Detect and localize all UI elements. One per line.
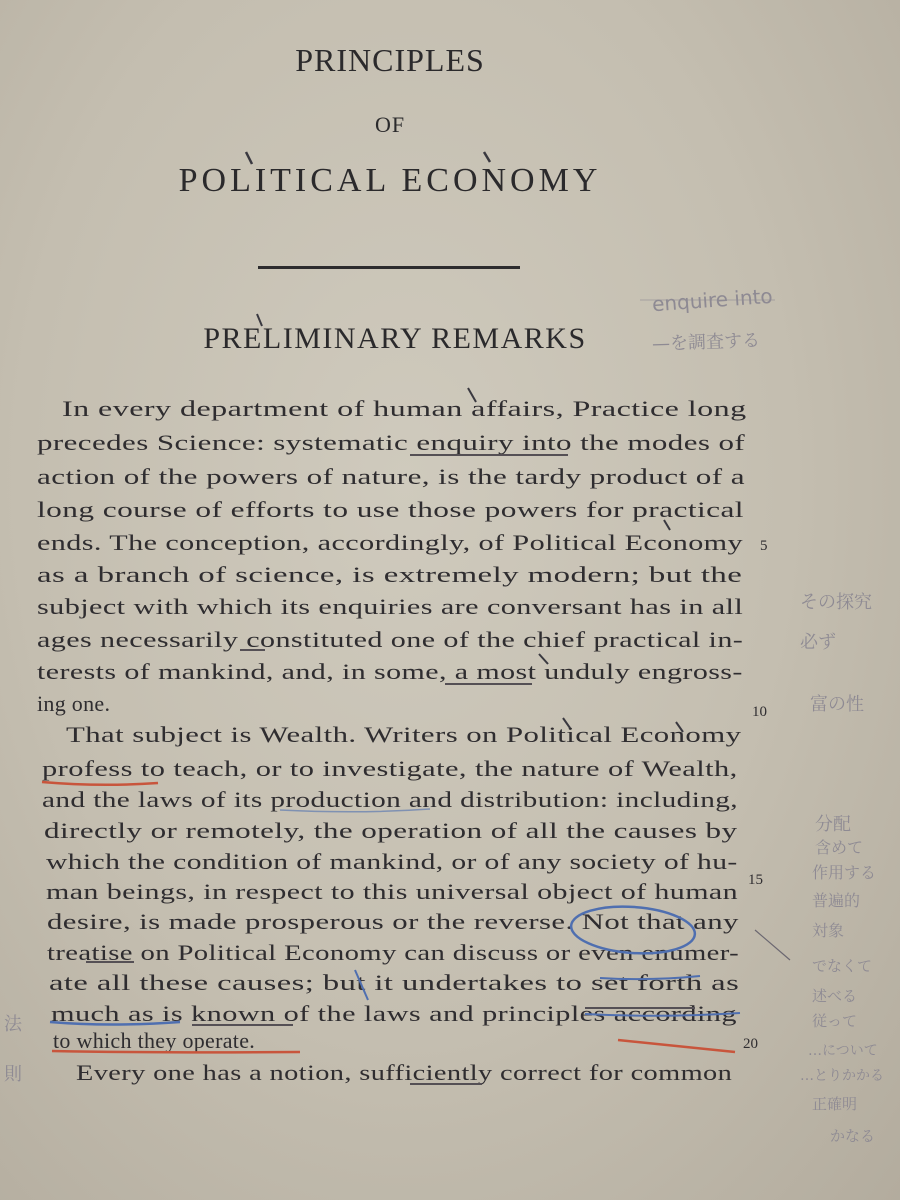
title-of: OF <box>374 112 406 137</box>
body-line: to which they operate. <box>53 1028 256 1053</box>
body-line: ends. The conception, accordingly, of Political Economy <box>37 530 744 555</box>
body-line: and the laws of its production and distribution: including, <box>42 787 739 812</box>
red-underline-according <box>618 1040 735 1052</box>
margin-note: 含めて <box>815 838 864 857</box>
body-line: ages necessarily constituted one of the chief practical in- <box>37 627 744 652</box>
body-line: terests of mankind, and, in some, a most unduly engross- <box>37 659 743 684</box>
title-principles: PRINCIPLES <box>295 42 485 78</box>
body-line: treatise on Political Economy can discuss or even enumer- <box>47 940 740 965</box>
line-number: 20 <box>743 1036 758 1052</box>
margin-note: 正確明 <box>812 1095 858 1113</box>
body-line: ing one. <box>37 691 111 716</box>
title-rule <box>258 266 520 269</box>
margin-note: その探究 <box>800 592 872 613</box>
margin-note: …とりかかる <box>800 1068 884 1084</box>
body-line: profess to teach, or to investigate, the nature of Wealth, <box>42 756 738 781</box>
margin-note: 対象 <box>812 921 845 940</box>
margin-note: 富の性 <box>810 694 864 715</box>
margin-note: 普遍的 <box>812 891 861 910</box>
margin-note: 従って <box>812 1012 858 1030</box>
margin-note: 作用する <box>812 863 877 882</box>
body-line: In every department of human affairs, Practice long <box>62 396 747 421</box>
body-line: directly or remotely, the operation of all the causes by <box>44 818 738 843</box>
margin-note: 述べる <box>812 987 858 1005</box>
margin-note: 法 <box>4 1014 22 1035</box>
red-underline-profess-to <box>42 782 158 785</box>
body-line: subject with which its enquiries are conversant has in all <box>37 594 744 619</box>
body-line: precedes Science: systematic enquiry into the modes of <box>37 430 746 455</box>
margin-note: —を調査する <box>651 330 761 355</box>
line-number: 5 <box>760 538 768 554</box>
margin-note: 則 <box>4 1064 22 1085</box>
title-political-economy: POLITICAL ECONOMY <box>178 162 602 199</box>
body-line: much as is known of the laws and principles according <box>51 1001 737 1026</box>
body-line: ate all these causes; but it undertakes to set forth as <box>49 970 740 995</box>
margin-note: 必ず <box>800 632 836 653</box>
line-number: 10 <box>752 704 767 720</box>
tick <box>484 152 490 162</box>
body-line: which the condition of mankind, or of any society of hu- <box>46 849 738 874</box>
margin-note: でなくて <box>812 957 873 975</box>
margin-note: 分配 <box>815 814 851 835</box>
margin-note: かなる <box>830 1127 876 1145</box>
body-line: action of the powers of nature, is the tardy product of a <box>37 464 745 489</box>
pencil-stroke <box>755 930 790 960</box>
body-line: desire, is made prosperous or the reverse. Not that any <box>47 909 739 934</box>
margin-note: …について <box>808 1043 878 1059</box>
margin-note: enquire into <box>651 283 774 317</box>
body-line: That subject is Wealth. Writers on Political Economy <box>66 722 742 747</box>
body-line: Every one has a notion, sufficiently correct for common <box>76 1060 733 1085</box>
body-line: long course of efforts to use those powers for practical <box>37 497 744 522</box>
body-line: as a branch of science, is extremely modern; but the <box>37 562 743 587</box>
line-number: 15 <box>748 872 763 888</box>
body-line: man beings, in respect to this universal object of human <box>46 879 739 904</box>
section-heading: PRELIMINARY REMARKS <box>203 322 587 355</box>
